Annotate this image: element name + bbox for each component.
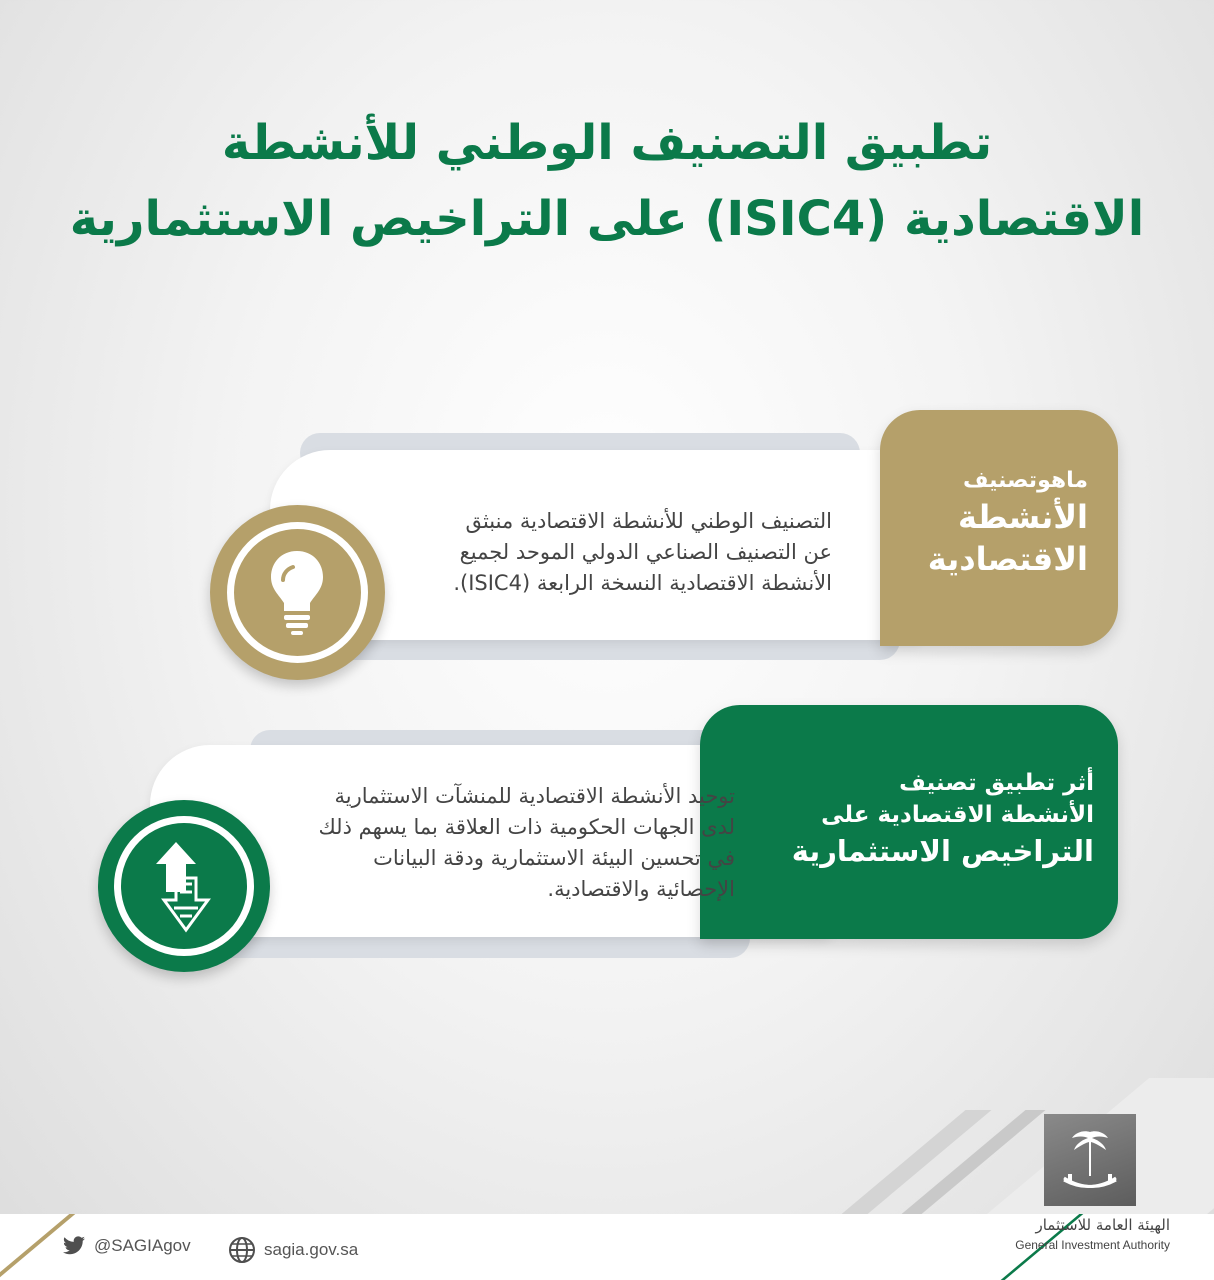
org-name-english: General Investment Authority [1015, 1238, 1170, 1252]
icon-badge [210, 505, 385, 680]
title-line-1: تطبيق التصنيف الوطني للأنشطة [221, 115, 993, 171]
description-line-1: التصنيف الوطني للأنشطة الاقتصادية منبثق [465, 509, 832, 533]
icon-badge [98, 800, 270, 972]
tab-line-3: التراخيص الاستثمارية [791, 834, 1094, 868]
description-line-3: في تحسين البيئة الاستثمارية ودقة البيانات [373, 846, 735, 870]
twitter-icon [62, 1236, 86, 1256]
website-link[interactable] [228, 1236, 358, 1264]
twitter-handle[interactable] [62, 1236, 191, 1256]
globe-icon [228, 1236, 256, 1264]
description-line-4: الإحصائية والاقتصادية. [547, 877, 735, 901]
card-description [380, 506, 832, 599]
tab-line-1: أثر تطبيق تصنيف [899, 770, 1094, 796]
tab-line-2: الأنشطة [958, 498, 1088, 536]
description-line-2: لدى الجهات الحكومية ذات العلاقة بما يسهم ذلك [318, 815, 735, 839]
page-title [40, 105, 1174, 257]
card-tab [880, 410, 1118, 646]
title-line-2: الاقتصادية (ISIC4) على التراخيص الاستثمارية [69, 191, 1145, 247]
card-tab [700, 705, 1118, 939]
description-line-3: الأنشطة الاقتصادية النسخة الرابعة (ISIC4). [453, 571, 832, 595]
org-name-arabic: الهيئة العامة للاستثمار [1035, 1216, 1170, 1234]
description-line-2: عن التصنيف الصناعي الدولي الموحد لجميع [459, 540, 832, 564]
palm-swords-emblem-icon [1044, 1114, 1136, 1206]
description-line-1: توحيد الأنشطة الاقتصادية للمنشآت الاستثمارية [334, 784, 735, 808]
lightbulb-icon [265, 547, 329, 637]
tab-line-2: الأنشطة الاقتصادية على [821, 802, 1094, 828]
tab-line-3: الاقتصادية [927, 540, 1088, 578]
twitter-handle-text: @SAGIAgov [94, 1236, 191, 1255]
card-description [240, 781, 735, 905]
website-text: sagia.gov.sa [264, 1240, 359, 1259]
tab-line-1: ماهوتصنيف [962, 468, 1088, 493]
org-logo [1044, 1114, 1136, 1206]
up-down-arrows-icon [152, 838, 216, 934]
